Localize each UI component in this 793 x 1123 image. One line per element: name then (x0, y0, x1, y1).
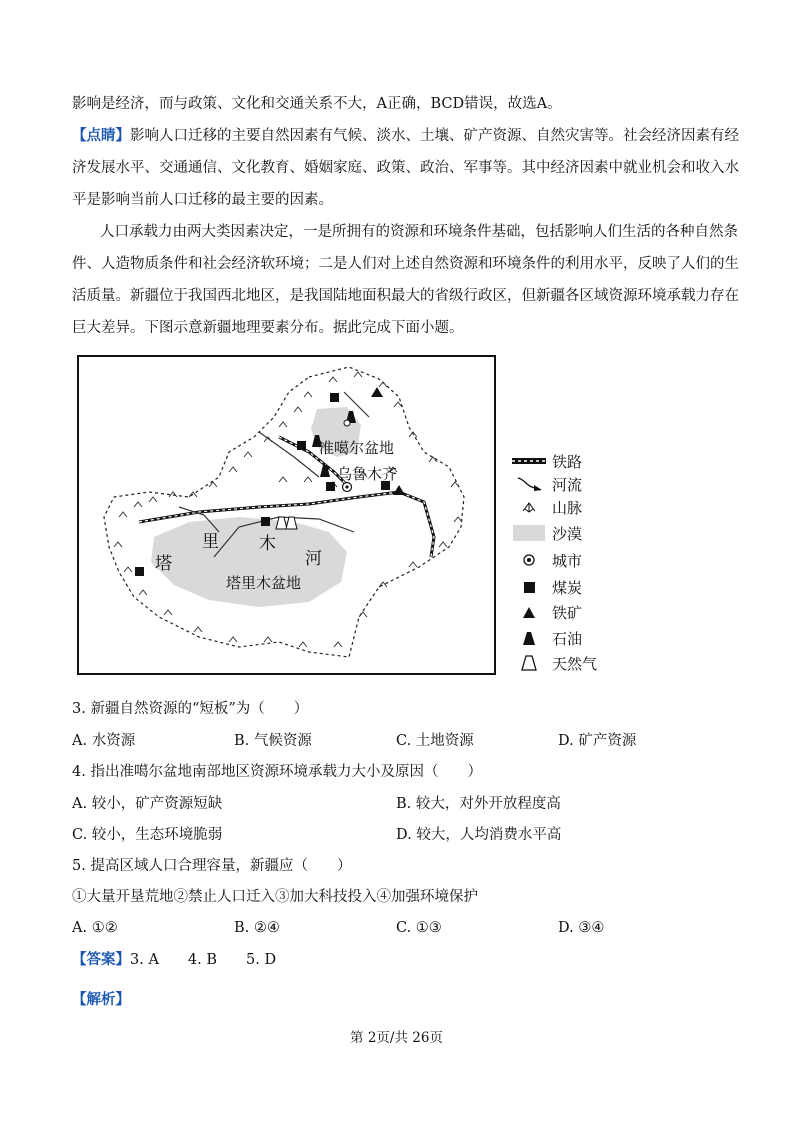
legend-desert (512, 522, 582, 544)
legend-mountain (512, 496, 582, 518)
question-3-stem: 3. 新疆自然资源的“短板”为（ ） (72, 701, 309, 717)
iron-ore-symbol (393, 485, 405, 495)
paragraph-line: 人口承载力由两大类因素决定，一是所拥有的资源和环境条件基础，包括影响人们生活的各种自然条 (100, 224, 738, 240)
analysis-line (72, 990, 130, 1010)
legend-label: 煤炭 (552, 578, 583, 597)
map-drawing (79, 357, 494, 673)
legend-label: 河流 (552, 475, 583, 494)
legend-label: 沙漠 (552, 524, 583, 543)
xinjiang-map (77, 355, 496, 675)
answer-tag: 【答案】 (72, 951, 130, 968)
question-3-option-d[interactable]: D. 矿产资源 (558, 733, 637, 749)
legend-label: 铁矿 (552, 603, 583, 622)
natural-gas-icon (512, 653, 546, 673)
legend-label: 天然气 (552, 654, 598, 673)
region-outline (104, 367, 464, 657)
tip-tag: 【点睛】 (72, 127, 130, 144)
analysis-tag: 【解析】 (72, 991, 130, 1008)
legend-railway (512, 450, 582, 472)
paragraph-line: 平是影响当前人口迁移的最主要的因素。 (72, 192, 333, 208)
question-5-stem: 5. 提高区域人口合理容量，新疆应（ ） (72, 858, 352, 874)
question-4-option-a[interactable]: A. 较小，矿产资源短缺 (72, 796, 223, 812)
page-footer: 第 2页/共 26页 (350, 1030, 443, 1046)
mountain-symbols (114, 372, 462, 647)
legend-city (512, 549, 582, 571)
map-label-urumqi: 乌鲁木齐 (337, 465, 398, 483)
paragraph-line: 影响人口迁移的主要自然因素有气候、淡水、土壤、矿产资源、自然灾害等。社会经济因素有经 (130, 128, 739, 144)
question-3-option-b[interactable]: B. 气候资源 (234, 733, 312, 749)
coal-symbol (330, 393, 339, 402)
coal-symbol (297, 441, 306, 450)
coal-symbol (326, 482, 335, 491)
iron-ore-symbol (371, 387, 383, 397)
legend-iron-ore (512, 601, 582, 623)
legend-label: 石油 (552, 629, 583, 648)
oil-icon (512, 628, 546, 648)
question-4-stem: 4. 指出准噶尔盆地南部地区资源环境承载力大小及原因（ ） (72, 764, 482, 780)
paragraph-line: 济发展水平、交通通信、文化教育、婚姻家庭、政策、政治、军事等。其中经济因素中就业机会和收入水 (72, 160, 739, 176)
coal-icon (512, 577, 546, 597)
answer-text: 3. A 4. B 5. D (130, 952, 277, 968)
question-4-option-d[interactable]: D. 较大，人均消费水平高 (396, 827, 562, 843)
question-5-option-d[interactable]: D. ③④ (558, 920, 605, 936)
paragraph-line: 件、人造物质条件和社会经济软环境；二是人们对上述自然资源和环境条件的利用水平，反映了人们的生 (72, 256, 739, 272)
paragraph-line: 影响是经济，而与政策、文化和交通关系不大，A正确，BCD错误，故选A。 (72, 96, 562, 112)
legend-river (512, 473, 582, 495)
coal-symbol (135, 567, 144, 576)
map-label-tarim-river-char: 河 (305, 549, 322, 569)
answer-line (72, 950, 276, 970)
natural-gas-symbol (276, 517, 287, 529)
railway-icon (512, 451, 546, 471)
map-label-tarim-river-char: 塔 (155, 554, 172, 574)
legend-coal (512, 576, 582, 598)
iron-ore-icon (512, 602, 546, 622)
paragraph-line: 活质量。新疆位于我国西北地区，是我国陆地面积最大的省级行政区，但新疆各区域资源环境承载力存在 (72, 288, 739, 304)
mountain-icon (512, 497, 546, 517)
legend-label: 铁路 (552, 452, 583, 471)
tip-paragraph (72, 126, 739, 146)
question-5-option-c[interactable]: C. ①③ (396, 920, 442, 936)
question-4-option-b[interactable]: B. 较大，对外开放程度高 (396, 796, 561, 812)
question-3-option-c[interactable]: C. 土地资源 (396, 733, 474, 749)
map-label-junggar-basin: 准噶尔盆地 (319, 439, 395, 457)
map-label-tarim-river-char: 里 (202, 532, 219, 552)
desert-icon (512, 523, 546, 543)
legend-label: 山脉 (552, 498, 583, 517)
paragraph-line: 巨大差异。下图示意新疆地理要素分布。据此完成下面小题。 (72, 320, 464, 336)
coal-symbol (261, 517, 270, 526)
river-icon (512, 474, 546, 494)
question-3-option-a[interactable]: A. 水资源 (72, 733, 136, 749)
map-label-tarim-river-char: 木 (259, 534, 276, 554)
question-5-statements: ①大量开垦荒地②禁止人口迁入③加大科技投入④加强环境保护 (72, 889, 478, 905)
legend-oil (512, 627, 582, 649)
question-5-option-a[interactable]: A. ①② (72, 920, 118, 936)
city-icon (512, 550, 546, 570)
legend-natural-gas (512, 652, 597, 674)
natural-gas-symbol (286, 517, 297, 529)
legend-label: 城市 (552, 551, 583, 570)
question-5-option-b[interactable]: B. ②④ (234, 920, 280, 936)
map-label-tarim-basin: 塔里木盆地 (226, 574, 302, 592)
question-4-option-c[interactable]: C. 较小，生态环境脆弱 (72, 827, 223, 843)
